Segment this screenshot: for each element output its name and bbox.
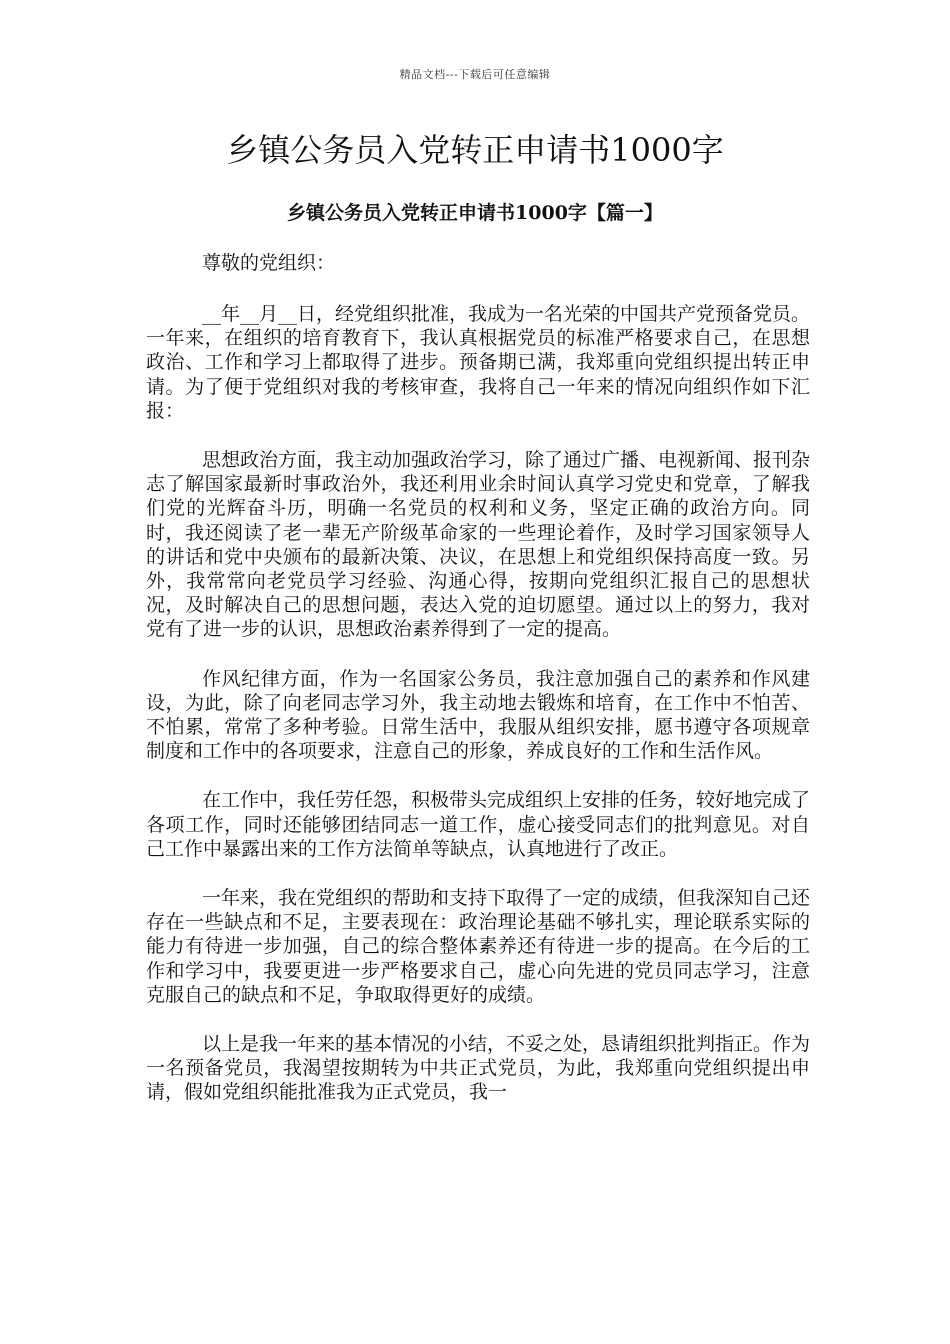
document-title: 乡镇公务员入党转正申请书1000字 [226,131,724,169]
paragraph-4: 在工作中，我任劳任怨，积极带头完成组织上安排的任务，较好地完成了各项工作，同时还能够团结同志一道工作，虚心接受同志们的批判意见。对自己工作中暴露出来的工作方法简单等缺点，认真地进行了改正。 [146,789,811,860]
header-note: 精品文档---下载后可任意编辑 [399,68,551,81]
salutation: 尊敬的党组织： [202,252,336,274]
paragraph-6: 以上是我一年来的基本情况的小结，不妥之处，恳请组织批判指正。作为一名预备党员，我渴望按期转为中共正式党员，为此，我郑重向党组织提出申请，假如党组织能批准我为正式党员，我一 [146,1033,811,1104]
paragraph-5: 一年来，我在党组织的帮助和支持下取得了一定的成绩，但我深知自己还存在一些缺点和不足，主要表现在：政治理论基础不够扎实，理论联系实际的能力有待进一步加强，自己的综合整体素养还有待进一步的提高。在今后的工作和学习中，我要更进一步严格要求自己，虚心向先进的党员同志学习，注意克服自己的缺点和不足，争取取得更好的成绩。 [146,887,811,1006]
paragraph-1: __年__月__日，经党组织批准，我成为一名光荣的中国共产党预备党员。一年来，在组织的培育教育下，我认真根据党员的标准严格要求自己，在思想政治、工作和学习上都取得了进步。预备期已满，我郑重向党组织提出转正申请。为了便于党组织对我的考核审查，我将自己一年来的情况向组织作如下汇报： [146,303,811,422]
paragraph-2: 思想政治方面，我主动加强政治学习，除了通过广播、电视新闻、报刊杂志了解国家最新时事政治外，我还利用业余时间认真学习党史和党章，了解我们党的光辉奋斗历，明确一名党员的权利和义务，坚定正确的政治方向。同时，我还阅读了老一辈无产阶级革命家的一些理论着作，及时学习国家领导人的讲话和党中央颁布的最新决策、决议，在思想上和党组织保持高度一致。另外，我常常向老党员学习经验、沟通心得，按期向党组织汇报自己的思想状况，及时解决自己的思想问题，表达入党的迫切愿望。通过以上的努力，我对党有了进一步的认识，思想政治素养得到了一定的提高。 [146,449,811,641]
document-body [146,250,810,1130]
paragraph-3: 作风纪律方面，作为一名国家公务员，我注意加强自己的素养和作风建设，为此，除了向老同志学习外，我主动地去锻炼和培育，在工作中不怕苦、不怕累，常常了多种考验。日常生活中，我服从组织安排，愿书遵守各项规章制度和工作中的各项要求，注意自己的形象，养成良好的工作和生活作风。 [146,667,810,763]
document-subtitle: 乡镇公务员入党转正申请书1000字【篇一】 [287,202,663,224]
